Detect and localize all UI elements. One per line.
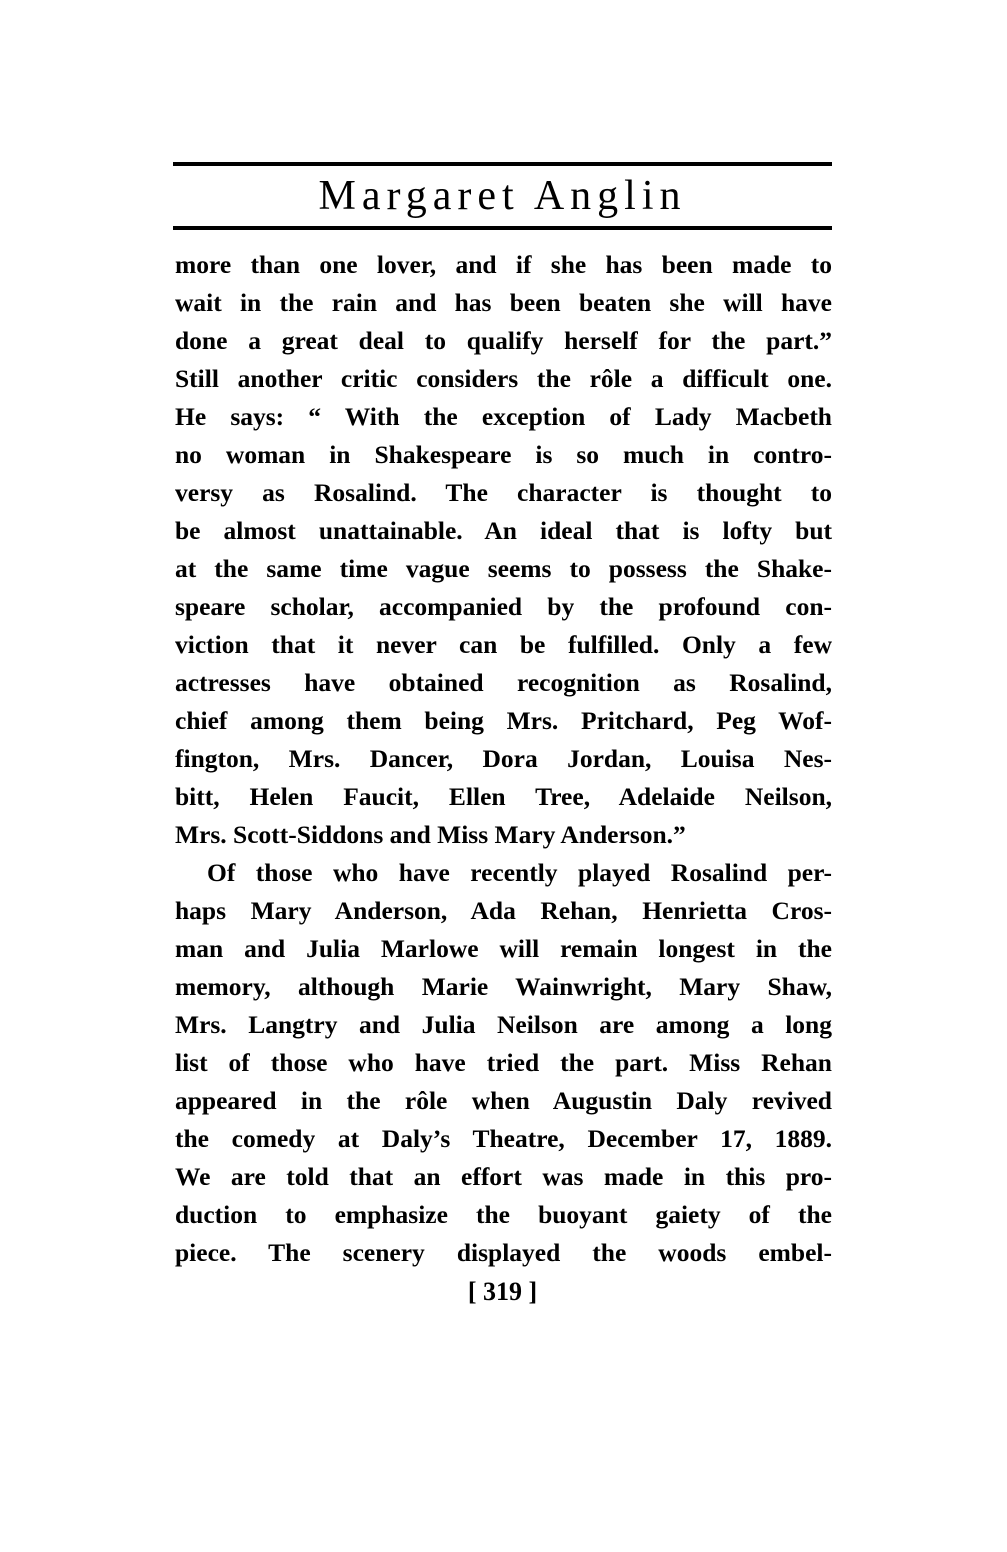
text-line: versy as Rosalind. The character is thought to [175, 478, 832, 507]
text-line: duction to emphasize the buoyant gaiety of the [175, 1200, 832, 1229]
header-rule-top [173, 162, 832, 166]
text-line: man and Julia Marlowe will remain longest in the [175, 934, 832, 963]
text-line: Still another critic considers the rôle a difficult one. [175, 364, 832, 393]
running-title: Margaret Anglin [318, 173, 687, 219]
body-text [175, 246, 832, 1272]
text-line: more than one lover, and if she has been made to [175, 250, 832, 279]
text-line: actresses have obtained recognition as Rosalind, [175, 668, 832, 697]
text-line: the comedy at Daly’s Theatre, December 17, 1889. [175, 1124, 832, 1153]
text-line: list of those who have tried the part. Miss Rehan [175, 1048, 832, 1077]
text-line: appeared in the rôle when Augustin Daly revived [175, 1086, 832, 1115]
text-line: Mrs. Langtry and Julia Neilson are among a long [175, 1010, 832, 1039]
text-line: chief among them being Mrs. Pritchard, Peg Wof- [175, 706, 832, 735]
text-line: viction that it never can be fulfilled. Only a few [175, 630, 832, 659]
text-line: bitt, Helen Faucit, Ellen Tree, Adelaide Neilson, [175, 782, 832, 811]
text-line: Mrs. Scott-Siddons and Miss Mary Anderson.” [175, 820, 686, 849]
text-line: done a great deal to qualify herself for the part.” [175, 326, 832, 355]
text-line: wait in the rain and has been beaten she will have [175, 288, 832, 317]
text-line: fington, Mrs. Dancer, Dora Jordan, Louisa Nes- [175, 744, 832, 773]
text-line: We are told that an effort was made in this pro- [175, 1162, 832, 1191]
text-line: no woman in Shakespeare is so much in contro- [175, 440, 832, 469]
text-line: be almost unattainable. An ideal that is lofty but [175, 516, 832, 545]
text-line: haps Mary Anderson, Ada Rehan, Henrietta Cros- [175, 896, 832, 925]
text-line: piece. The scenery displayed the woods embel- [175, 1238, 832, 1267]
text-line: Of those who have recently played Rosalind per- [207, 858, 832, 887]
header-rule-bottom [173, 226, 832, 230]
text-line: at the same time vague seems to possess the Shake- [175, 554, 832, 583]
page-number: [ 319 ] [467, 1277, 538, 1306]
text-line: He says: “ With the exception of Lady Macbeth [175, 402, 832, 431]
paragraph [175, 246, 832, 854]
text-line: speare scholar, accompanied by the profound con- [175, 592, 832, 621]
paragraph [175, 854, 832, 1272]
text-line: memory, although Marie Wainwright, Mary Shaw, [175, 972, 832, 1001]
